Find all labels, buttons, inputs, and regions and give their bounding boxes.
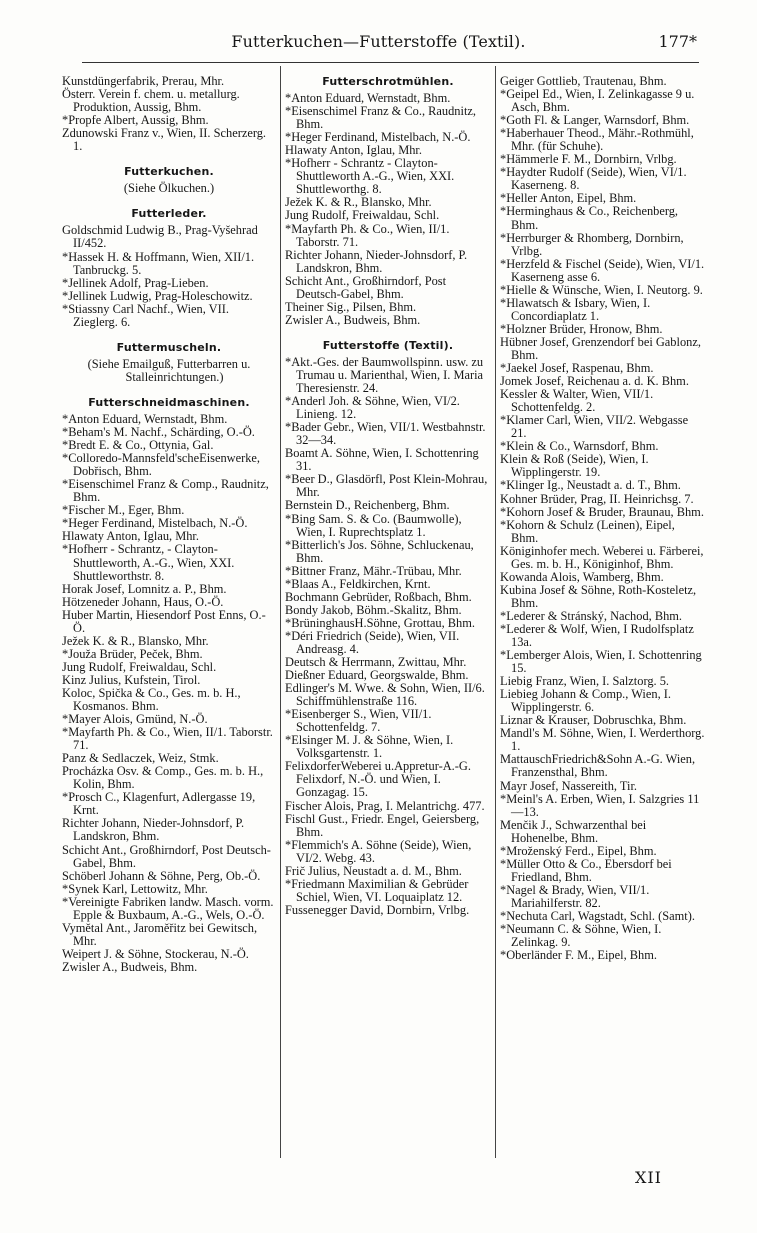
directory-entry: Geiger Gottlieb, Trautenau, Bhm. (500, 74, 667, 88)
directory-entry: *Nechuta Carl, Wagstadt, Schl. (Samt). (500, 909, 695, 923)
directory-entry: *Mroženský Ferd., Eipel, Bhm. (500, 843, 657, 858)
directory-entry: *Heger Ferdinand, Mistelbach, N.-Ö. (62, 516, 248, 531)
column-left (62, 75, 276, 974)
directory-entry: *Hämmerle F. M., Dornbirn, Vrlbg. (500, 152, 677, 167)
directory-entry: *Hlawatsch & Isbary, Wien, I. Concordiaplatz 1. (500, 295, 651, 323)
page-title: Futterkuchen—Futterstoffe (Textil). (231, 32, 526, 51)
directory-entry: Schöberl Johann & Söhne, Perg, Ob.-Ö. (62, 868, 261, 883)
directory-entry: Zdunowski Franz v., Wien, II. Scherzerg. 1. (62, 126, 267, 154)
directory-entry: Jung Rudolf, Freiwaldau, Schl. (62, 659, 217, 674)
directory-entry: FelixdorferWeberei u.Appretur-A.-G. Felixdorf, N.-Ö. und Wien, I. Gonzagag. 15. (285, 759, 471, 800)
directory-entry: *BrüninghausH.Söhne, Grottau, Bhm. (285, 615, 475, 630)
directory-entry: *Eisenschimel Franz & Co., Raudnitz, Bhm. (285, 104, 476, 132)
directory-entry: Procházka Osv. & Comp., Ges. m. b. H., Kolin, Bhm. (62, 764, 264, 792)
directory-entry: Deutsch & Herrmann, Zwittau, Mhr. (285, 655, 467, 670)
directory-entry: *Akt.-Ges. der Baumwollspinn. usw. zu Trumau u. Marienthal, Wien, I. Maria Theresienstr. 24. (285, 354, 484, 396)
directory-entry: *Haydter Rudolf (Seide), Wien, VI/1. Kaserneng. 8. (500, 165, 687, 193)
directory-entry: Hlawaty Anton, Iglau, Mhr. (285, 143, 422, 158)
directory-entry: Mayr Josef, Nassereith, Tir. (500, 778, 637, 793)
directory-entry: *Anton Eduard, Wernstadt, Bhm. (285, 91, 451, 106)
directory-entry: Panz & Sedlaczek, Weiz, Stmk. (62, 751, 219, 766)
directory-entry: Ježek K. & R., Blansko, Mhr. (285, 195, 432, 210)
directory-entry: *Fischer M., Eger, Bhm. (62, 503, 185, 518)
directory-entry: *Prosch C., Klagenfurt, Adlergasse 19, Krnt. (62, 790, 256, 818)
directory-entry: *Beer D., Glasdörfl, Post Klein-Mohrau, Mhr. (285, 472, 488, 500)
directory-entry: Zwisler A., Budweis, Bhm. (285, 312, 421, 327)
directory-entry: Jomek Josef, Reichenau a. d. K. Bhm. (500, 374, 689, 389)
directory-entry: *Oberländer F. M., Eipel, Bhm. (500, 948, 657, 963)
directory-entry: *Vereinigte Fabriken landw. Masch. vorm. Epple & Buxbaum, A.-G., Wels, O.-Ö. (62, 894, 274, 922)
directory-entry: Boamt A. Söhne, Wien, I. Schottenring 31. (285, 446, 479, 474)
directory-entry: Hötzeneder Johann, Haus, O.-Ö. (62, 594, 224, 609)
directory-entry: *Mayfarth Ph. & Co., Wien, II/1. Taborstr. 71. (285, 221, 450, 249)
directory-entry: *Bitterlich's Jos. Söhne, Schluckenau, Bhm. (285, 537, 474, 565)
directory-entry: Kessler & Walter, Wien, VII/1. Schottenfeldg. 2. (500, 387, 654, 415)
directory-entry: *Heller Anton, Eipel, Bhm. (500, 191, 637, 206)
directory-entry: *Meinl's A. Erben, Wien, I. Salzgries 11—13. (500, 791, 700, 819)
directory-entry: *Synek Karl, Lettowitz, Mhr. (62, 881, 208, 896)
directory-entry: *Neumann C. & Söhne, Wien, I. Zelinkag. 9. (500, 922, 662, 950)
directory-entry: Jung Rudolf, Freiwaldau, Schl. (285, 208, 440, 223)
directory-entry: *Hofherr - Schrantz - Clayton-Shuttleworth A.-G., Wien, XXI. Shuttleworthg. 8. (285, 156, 455, 197)
directory-entry: *Hofherr - Schrantz, - Clayton-Shuttleworth, A.-G., Wien, XXI. Shuttleworthstr. 8. (62, 542, 235, 583)
directory-entry: *Bredt E. & Co., Ottynia, Gal. (62, 438, 214, 453)
directory-entry: *Lederer & Stránský, Nachod, Bhm. (500, 608, 683, 623)
directory-entry: *Mayer Alois, Gmünd, N.-Ö. (62, 712, 208, 727)
directory-entry: Weipert J. & Söhne, Stockerau, N.-Ö. (62, 946, 249, 961)
directory-entry: Fischer Alois, Prag, I. Melantrichg. 477. (285, 798, 485, 813)
section-heading: Futterschneidmaschinen. (88, 395, 250, 409)
directory-entry: Theiner Sig., Pilsen, Bhm. (285, 299, 417, 314)
directory-entry: *Lederer & Wolf, Wien, I Rudolfsplatz 13a. (500, 621, 694, 650)
directory-entry: *Eisenschimel Franz & Comp., Raudnitz, Bhm. (62, 477, 269, 505)
directory-entry: *Jaekel Josef, Raspenau, Bhm. (500, 361, 654, 376)
directory-entry: *Anton Eduard, Wernstadt, Bhm. (62, 411, 228, 426)
directory-entry: *Haberhauer Theod., Mähr.-Rothmühl, Mhr. (für Schuhe). (500, 126, 694, 154)
directory-entry: *Eisenberger S., Wien, VII/1. Schottenfeldg. 7. (285, 707, 432, 735)
page-number: 177* (658, 32, 697, 51)
directory-entry: Hlawaty Anton, Iglau, Mhr. (62, 529, 199, 544)
section-heading: Futterstoffe (Textil). (322, 338, 454, 352)
directory-entry: *Nagel & Brady, Wien, VII/1. Mariahilferstr. 82. (500, 882, 650, 910)
directory-entry: Kubina Josef & Söhne, Roth-Kosteletz, Bhm. (500, 582, 697, 610)
directory-entry: Koloc, Spička & Co., Ges. m. b. H., Kosmanos. Bhm. (62, 685, 241, 714)
directory-entry: Bernstein D., Reichenberg, Bhm. (285, 498, 450, 513)
directory-entry: Mandl's M. Söhne, Wien, I. Werderthorg. 1. (500, 726, 705, 754)
directory-entry: *Colloredo-Mannsfeld'scheEisenwerke, Dobřisch, Bhm. (62, 451, 261, 479)
directory-entry: Schicht Ant., Großhirndorf, Post Deutsch-Gabel, Bhm. (285, 273, 447, 301)
section-heading: Futterkuchen. (124, 165, 214, 179)
directory-entry: *Klamer Carl, Wien, VII/2. Webgasse 21. (500, 413, 689, 441)
directory-entry: *Jellinek Ludwig, Prag-Holeschowitz. (62, 288, 253, 303)
directory-entry: *Heger Ferdinand, Mistelbach, N.-Ö. (285, 130, 471, 145)
directory-entry: *Klinger Ig., Neustadt a. d. T., Bhm. (500, 478, 681, 493)
directory-entry: Schicht Ant., Großhirndorf, Post Deutsch-Gabel, Bhm. (62, 842, 271, 870)
directory-entry: Edlinger's M. Wwe. & Sohn, Wien, II/6. Schiffmühlenstraße 116. (285, 681, 485, 709)
directory-entry: *Stiassny Carl Nachf., Wien, VII. Zieglerg. 6. (62, 301, 229, 329)
directory-entry: *Bader Gebr., Wien, VII/1. Westbahnstr. 32—34. (285, 420, 486, 448)
directory-entry: Richter Johann, Nieder-Johnsdorf, P. Landskron, Bhm. (62, 816, 245, 844)
column-right (500, 75, 705, 962)
directory-entry: *Geipel Ed., Wien, I. Zelinkagasse 9 u. Asch, Bhm. (500, 87, 695, 115)
section-note: (Siehe Emailguß, Futterbarren u. Stalleinrichtungen.) (87, 356, 251, 384)
section-heading: Futtermuscheln. (116, 340, 222, 354)
directory-entry: *Mayfarth Ph. & Co., Wien, II/1. Taborstr. 71. (62, 725, 273, 753)
directory-entry: Zwisler A., Budweis, Bhm. (62, 959, 198, 974)
directory-entry: *Kohorn & Schulz (Leinen), Eipel, Bhm. (500, 517, 675, 545)
directory-entry: Österr. Verein f. chem. u. metallurg. Produktion, Aussig, Bhm. (62, 87, 240, 115)
column-middle (285, 75, 491, 917)
directory-entry: *Hielle & Wünsche, Wien, I. Neutorg. 9. (500, 282, 703, 297)
directory-entry: Fischl Gust., Friedr. Engel, Geiersberg, Bhm. (285, 811, 480, 839)
directory-entry: Liebieg Johann & Comp., Wien, I. Wipplingerstr. 6. (500, 687, 671, 715)
directory-entry: *Propfe Albert, Aussig, Bhm. (62, 113, 209, 128)
directory-entry: *Jouža Brüder, Peček, Bhm. (62, 646, 203, 661)
directory-entry: *Elsinger M. J. & Söhne, Wien, I. Volksgartenstr. 1. (285, 733, 454, 761)
directory-entry: MattauschFriedrich&Sohn A.-G. Wien, Franzensthal, Bhm. (500, 752, 696, 780)
directory-entry: *Beham's M. Nachf., Schärding, O.-Ö. (62, 425, 255, 440)
directory-entry: *Herminghaus & Co., Reichenberg, Bhm. (500, 204, 679, 232)
header-rule (82, 62, 699, 63)
directory-entry: Ježek K. & R., Blansko, Mhr. (62, 633, 209, 648)
directory-entry: *Déri Friedrich (Seide), Wien, VII. Andreasg. 4. (285, 628, 460, 656)
section-note: (Siehe Ölkuchen.) (123, 181, 215, 196)
directory-entry: *Klein & Co., Warnsdorf, Bhm. (500, 439, 659, 454)
directory-entry: *Hassek H. & Hoffmann, Wien, XII/1. Tanbruckg. 5. (62, 249, 255, 277)
directory-entry: Frič Julius, Neustadt a. d. M., Bhm. (285, 863, 462, 878)
directory-entry: Liebig Franz, Wien, I. Salztorg. 5. (500, 674, 670, 689)
directory-entry: Bondy Jakob, Böhm.-Skalitz, Bhm. (285, 602, 462, 617)
directory-entry: Kowanda Alois, Wamberg, Bhm. (500, 569, 664, 584)
column-divider (280, 66, 281, 1158)
directory-entry: Kunstdüngerfabrik, Prerau, Mhr. (62, 74, 225, 88)
directory-entry: Dießner Eduard, Georgswalde, Bhm. (285, 668, 469, 683)
directory-entry: *Herzfeld & Fischel (Seide), Wien, VI/1. Kaserneng asse 6. (500, 256, 705, 284)
section-heading: Futterleder. (131, 207, 207, 221)
directory-entry: *Friedmann Maximilian & Gebrüder Schiel, Wien, VI. Loquaiplatz 12. (285, 876, 469, 904)
directory-entry: Hübner Josef, Grenzendorf bei Gablonz, Bhm. (500, 334, 701, 362)
directory-entry: Huber Martin, Hiesendorf Post Enns, O.-Ö. (62, 607, 266, 635)
directory-entry: Klein & Roß (Seide), Wien, I. Wipplingerstr. 19. (500, 452, 649, 480)
directory-entry: *Bing Sam. S. & Co. (Baumwolle), Wien, I. Ruprechtsplatz 1. (285, 511, 462, 539)
directory-entry: *Holzner Brüder, Hronow, Bhm. (500, 321, 663, 336)
column-divider (495, 66, 496, 1158)
directory-entry: Liznar & Krauser, Dobruschka, Bhm. (500, 713, 687, 728)
directory-entry: *Anderl Joh. & Söhne, Wien, VI/2. Linieng. 12. (285, 394, 460, 422)
directory-entry: *Lemberger Alois, Wien, I. Schottenring 15. (500, 648, 702, 676)
directory-entry: Bochmann Gebrüder, Roßbach, Bhm. (285, 589, 472, 604)
directory-entry: *Bittner Franz, Mähr.-Trübau, Mhr. (285, 563, 462, 578)
directory-entry: *Herrburger & Rhomberg, Dornbirn, Vrlbg. (500, 230, 684, 258)
directory-entry: Richter Johann, Nieder-Johnsdorf, P. Landskron, Bhm. (285, 247, 468, 275)
directory-entry: Vymětal Ant., Jaroměřitz bei Gewitsch, Mhr. (62, 920, 258, 948)
directory-entry: *Jellinek Adolf, Prag-Lieben. (62, 275, 209, 290)
directory-entry: Menčik J., Schwarzenthal bei Hohenelbe, Bhm. (500, 817, 647, 845)
directory-entry: Kinz Julius, Kufstein, Tirol. (62, 672, 201, 687)
section-heading: Futterschrotmühlen. (322, 75, 454, 88)
directory-entry: *Goth Fl. & Langer, Warnsdorf, Bhm. (500, 113, 690, 128)
directory-entry: Königinhofer mech. Weberei u. Färberei, Ges. m. b. H., Königinhof, Bhm. (500, 543, 704, 571)
directory-entry: Fussenegger David, Dornbirn, Vrlbg. (285, 902, 470, 917)
signature-mark: XII (634, 1168, 662, 1187)
directory-entry: Kohner Brüder, Prag, II. Heinrichsg. 7. (500, 491, 694, 506)
directory-entry: *Kohorn Josef & Bruder, Braunau, Bhm. (500, 504, 704, 519)
directory-entry: *Müller Otto & Co., Ebersdorf bei Friedland, Bhm. (500, 856, 672, 884)
directory-entry: *Flemmich's A. Söhne (Seide), Wien, VI/2. Webg. 43. (285, 837, 472, 865)
directory-entry: *Blaas A., Feldkirchen, Krnt. (285, 576, 431, 591)
directory-entry: Horak Josef, Lomnitz a. P., Bhm. (62, 581, 227, 596)
page-header (0, 28, 757, 56)
directory-entry: Goldschmid Ludwig B., Prag-Vyšehrad II/452. (62, 223, 258, 251)
